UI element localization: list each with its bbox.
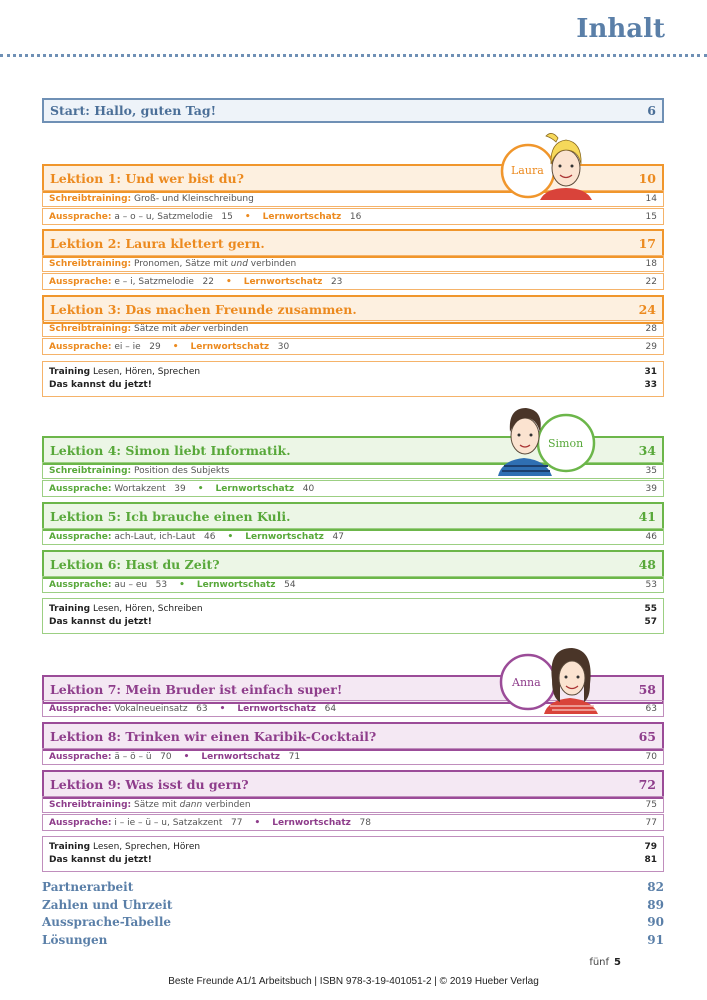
text2: verbinden	[250, 258, 297, 269]
label: Schreibtraining:	[49, 323, 132, 334]
apage: 77	[231, 817, 243, 828]
training-page: 79	[644, 842, 657, 852]
lesson-9-schreibtraining[interactable]	[42, 796, 664, 813]
lesson-5[interactable]	[42, 502, 664, 531]
page: 46	[645, 531, 657, 542]
bullet: •	[244, 211, 251, 222]
lesson-2-page: 17	[638, 236, 656, 251]
laura-character	[498, 128, 598, 200]
training-label: Training	[49, 367, 91, 377]
lesson-9[interactable]	[42, 770, 664, 799]
anna-character	[498, 640, 608, 714]
training-label: Training	[49, 842, 91, 852]
label: Schreibtraining:	[49, 193, 132, 204]
appendix-label: Lösungen	[42, 932, 108, 947]
lw-label: Lernwortschatz	[237, 703, 317, 714]
training-block-2[interactable]	[42, 598, 664, 634]
page: 22	[645, 276, 657, 287]
apage: 53	[155, 579, 168, 590]
lesson-8[interactable]	[42, 722, 664, 751]
lesson-8-aussprache[interactable]	[42, 748, 664, 765]
lesson-1-page: 10	[638, 171, 656, 186]
kannst-label: Das kannst du jetzt!	[49, 855, 152, 865]
page: 39	[645, 483, 657, 494]
training-page: 31	[644, 367, 657, 377]
text: Vokalneueinsatz	[114, 703, 188, 714]
start-page: 6	[647, 103, 656, 118]
appendix-page: 82	[647, 880, 664, 894]
text2: verbinden	[202, 323, 249, 334]
lesson-3-schreibtraining[interactable]	[42, 320, 664, 337]
anna-name: Anna	[512, 676, 541, 689]
kannst-label: Das kannst du jetzt!	[49, 380, 152, 390]
lesson-6[interactable]	[42, 550, 664, 579]
lesson-6-aussprache[interactable]	[42, 576, 664, 593]
lesson-7-page: 58	[638, 682, 656, 697]
text: Position des Subjekts	[134, 465, 230, 476]
page: 77	[645, 817, 657, 828]
label: Aussprache:	[49, 483, 112, 494]
text: Groß- und Kleinschreibung	[134, 193, 254, 204]
appendix-item[interactable]	[42, 897, 664, 915]
label: Aussprache:	[49, 817, 112, 828]
label: Aussprache:	[49, 341, 112, 352]
lesson-9-aussprache[interactable]	[42, 814, 664, 831]
lesson-2-title: Lektion 2: Laura klettert gern.	[50, 236, 265, 251]
page: 18	[645, 258, 657, 269]
lesson-1-title: Lektion 1: Und wer bist du?	[50, 171, 244, 186]
lesson-5-aussprache[interactable]	[42, 528, 664, 545]
lesson-5-page: 41	[638, 509, 656, 524]
page: 70	[645, 751, 657, 762]
lwpage: 16	[349, 211, 362, 222]
training-text: Lesen, Sprechen, Hören	[92, 842, 201, 852]
apage: 70	[160, 751, 172, 762]
text: i – ie – ü – u, Satzakzent	[114, 817, 223, 828]
start-entry[interactable]	[42, 98, 664, 123]
text-em: dann	[179, 799, 203, 810]
bullet: •	[172, 341, 179, 352]
page: 63	[645, 703, 657, 714]
apage: 22	[202, 276, 214, 287]
lesson-9-page: 72	[638, 777, 656, 792]
laura-name: Laura	[511, 164, 544, 177]
text: e – i, Satzmelodie	[114, 276, 194, 287]
bullet: •	[254, 817, 261, 828]
simon-character	[496, 400, 604, 476]
training-text: Lesen, Hören, Sprechen	[92, 367, 201, 377]
label: Aussprache:	[49, 531, 112, 542]
lesson-9-title: Lektion 9: Was isst du gern?	[50, 777, 249, 792]
lw-label: Lernwortschatz	[190, 341, 270, 352]
page: 75	[645, 799, 657, 810]
text: a – o – u, Satzmelodie	[114, 211, 213, 222]
lw-label: Lernwortschatz	[196, 579, 276, 590]
lesson-8-title: Lektion 8: Trinken wir einen Karibik-Cocktail?	[50, 729, 377, 744]
lw-label: Lernwortschatz	[245, 531, 324, 542]
page-word: fünf	[589, 957, 610, 968]
lesson-8-page: 65	[638, 729, 656, 744]
text: Wortakzent	[114, 483, 166, 494]
appendix-page: 91	[647, 932, 664, 947]
lesson-1-aussprache[interactable]	[42, 208, 664, 225]
bullet: •	[225, 276, 232, 287]
lw-label: Lernwortschatz	[243, 276, 323, 287]
bullet: •	[219, 703, 226, 714]
lwpage: 64	[324, 703, 337, 714]
lesson-3-aussprache[interactable]	[42, 338, 664, 355]
text: ei – ie	[114, 341, 141, 352]
page: 14	[645, 193, 657, 204]
lesson-7-title: Lektion 7: Mein Bruder ist einfach super!	[50, 682, 343, 697]
label: Aussprache:	[49, 211, 112, 222]
apage: 29	[149, 341, 161, 352]
appendix-page: 89	[647, 897, 664, 912]
appendix-list	[42, 879, 664, 949]
apage: 46	[204, 531, 216, 542]
page-num: 5	[614, 957, 621, 968]
training-label: Training	[49, 604, 91, 614]
lwpage: 47	[332, 531, 344, 542]
page-title: Inhalt	[576, 14, 665, 44]
lw-label: Lernwortschatz	[201, 751, 280, 762]
page-number	[589, 957, 621, 968]
bullet: •	[197, 483, 204, 494]
appendix-label: Partnerarbeit	[42, 880, 134, 894]
bullet: •	[179, 579, 185, 590]
lesson-4-aussprache[interactable]	[42, 480, 664, 497]
lwpage: 78	[359, 817, 371, 828]
text1: Sätze mit	[134, 799, 177, 810]
kannst-label: Das kannst du jetzt!	[49, 617, 152, 627]
lesson-6-title: Lektion 6: Hast du Zeit?	[50, 557, 220, 572]
appendix-label: Aussprache-Tabelle	[42, 915, 172, 929]
lesson-4-page: 34	[638, 443, 656, 458]
text: au – eu	[114, 579, 148, 590]
lesson-4-title: Lektion 4: Simon liebt Informatik.	[50, 443, 291, 458]
training-text: Lesen, Hören, Schreiben	[92, 604, 203, 614]
kannst-page: 57	[644, 617, 657, 627]
appendix-item[interactable]	[42, 879, 664, 897]
lwpage: 30	[277, 341, 290, 352]
label: Aussprache:	[49, 579, 112, 590]
lw-label: Lernwortschatz	[215, 483, 295, 494]
page: 15	[645, 211, 657, 222]
lesson-3-page: 24	[638, 302, 656, 317]
text-em: aber	[179, 323, 201, 334]
lwpage: 71	[288, 751, 301, 762]
text: ach-Laut, ich-Laut	[114, 531, 196, 542]
text2: verbinden	[205, 799, 251, 810]
training-page: 55	[644, 604, 657, 614]
lesson-6-page: 48	[638, 557, 656, 572]
label: Schreibtraining:	[49, 465, 132, 476]
label: Schreibtraining:	[49, 258, 132, 269]
label: Schreibtraining:	[49, 799, 132, 810]
lesson-2-aussprache[interactable]	[42, 273, 664, 290]
apage: 39	[174, 483, 186, 494]
appendix-item[interactable]	[42, 914, 664, 932]
bullet: •	[227, 531, 234, 542]
dotted-divider	[0, 54, 707, 57]
imprint: Beste Freunde A1/1 Arbeitsbuch | ISBN 978-3-19-401051-2 | © 2019 Hueber Verlag	[168, 976, 539, 987]
label: Aussprache:	[49, 276, 112, 287]
appendix-item[interactable]	[42, 932, 664, 950]
page: 29	[645, 341, 657, 352]
lesson-2-schreibtraining[interactable]	[42, 255, 664, 272]
lesson-3-title: Lektion 3: Das machen Freunde zusammen.	[50, 302, 357, 317]
lesson-5-title: Lektion 5: Ich brauche einen Kuli.	[50, 509, 291, 524]
label: Aussprache:	[49, 751, 112, 762]
lwpage: 54	[284, 579, 296, 590]
label: Aussprache:	[49, 703, 112, 714]
page: 28	[645, 323, 657, 334]
training-block-3[interactable]	[42, 836, 664, 872]
bullet: •	[183, 751, 190, 762]
page: 53	[645, 579, 657, 590]
kannst-page: 81	[644, 855, 657, 865]
lesson-2[interactable]	[42, 229, 664, 258]
appendix-page: 90	[647, 915, 664, 929]
lw-label: Lernwortschatz	[262, 211, 342, 222]
text1: Sätze mit	[134, 323, 177, 334]
text: ä – ö – ü	[114, 751, 152, 762]
appendix-label: Zahlen und Uhrzeit	[42, 897, 173, 912]
simon-name: Simon	[548, 437, 584, 450]
apage: 63	[196, 703, 208, 714]
lw-label: Lernwortschatz	[272, 817, 351, 828]
start-label: Start: Hallo, guten Tag!	[50, 103, 217, 118]
lwpage: 23	[330, 276, 343, 287]
lwpage: 40	[302, 483, 315, 494]
apage: 15	[221, 211, 233, 222]
training-block-1[interactable]	[42, 361, 664, 397]
page: 35	[645, 465, 657, 476]
text-em: und	[230, 258, 248, 269]
text1: Pronomen, Sätze mit	[134, 258, 228, 269]
kannst-page: 33	[644, 380, 657, 390]
